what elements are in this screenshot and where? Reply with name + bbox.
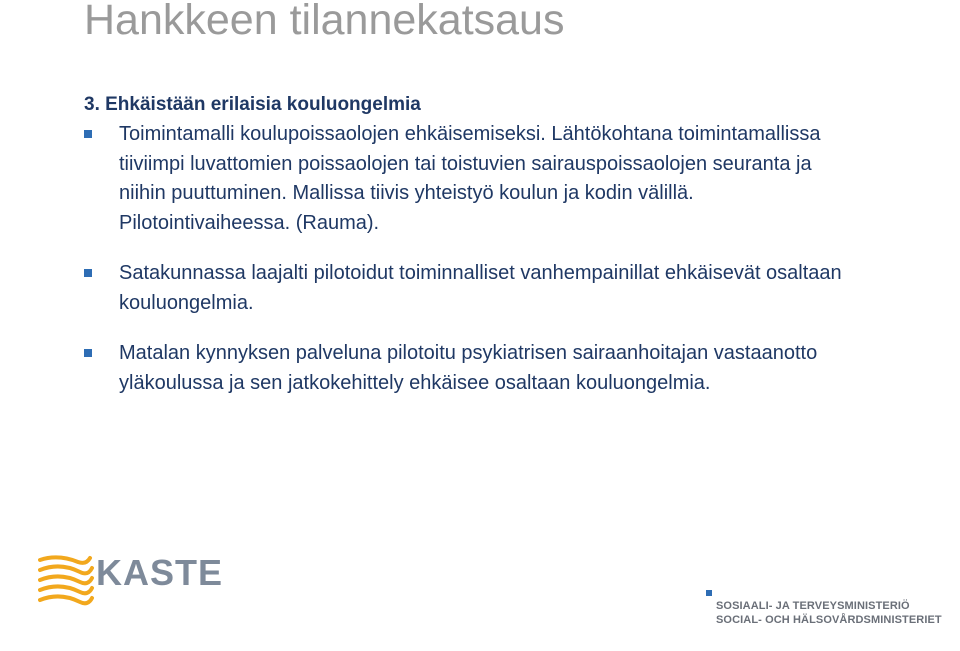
- slide-title: Hankkeen tilannekatsaus: [84, 0, 565, 44]
- ministry-name-finnish: SOSIAALI- JA TERVEYSMINISTERIÖ: [716, 600, 910, 612]
- bullet-list: [84, 120, 844, 398]
- section-heading: 3. Ehkäistään erilaisia kouluongelmia: [84, 94, 421, 115]
- kaste-logo-text: KASTE: [96, 552, 224, 593]
- bullet-item: [84, 259, 844, 318]
- bullet-text: Matalan kynnyksen palveluna pilotoitu psykiatrisen sairaanhoitajan vastaanotto yläkoulussa ja sen jatkokehittely ehkäisee osaltaan kouluongelmia.: [119, 342, 818, 394]
- ministry-square-icon: [706, 590, 712, 596]
- square-bullet-icon: [84, 130, 92, 138]
- bullet-text: Satakunnassa laajalti pilotoidut toiminnalliset vanhempainillat ehkäisevät osaltaan kouluongelmia.: [119, 262, 842, 314]
- bullet-item: [84, 120, 844, 238]
- bullet-text: Toimintamalli koulupoissaolojen ehkäisemiseksi. Lähtökohtana toimintamallissa tiiviimpi luvattomien poissaolojen tai toistuvien sairauspoissaolojen seuranta ja niihin puuttuminen. Mallissa tiivis yhteistyö koulun ja kodin välillä. Pilotointivaiheessa. (Rauma).: [119, 123, 821, 234]
- ministry-name-swedish: SOCIAL- OCH HÄLSOVÅRDSMINISTERIET: [716, 614, 942, 626]
- square-bullet-icon: [84, 349, 92, 357]
- square-bullet-icon: [84, 269, 92, 277]
- bullet-item: [84, 339, 844, 398]
